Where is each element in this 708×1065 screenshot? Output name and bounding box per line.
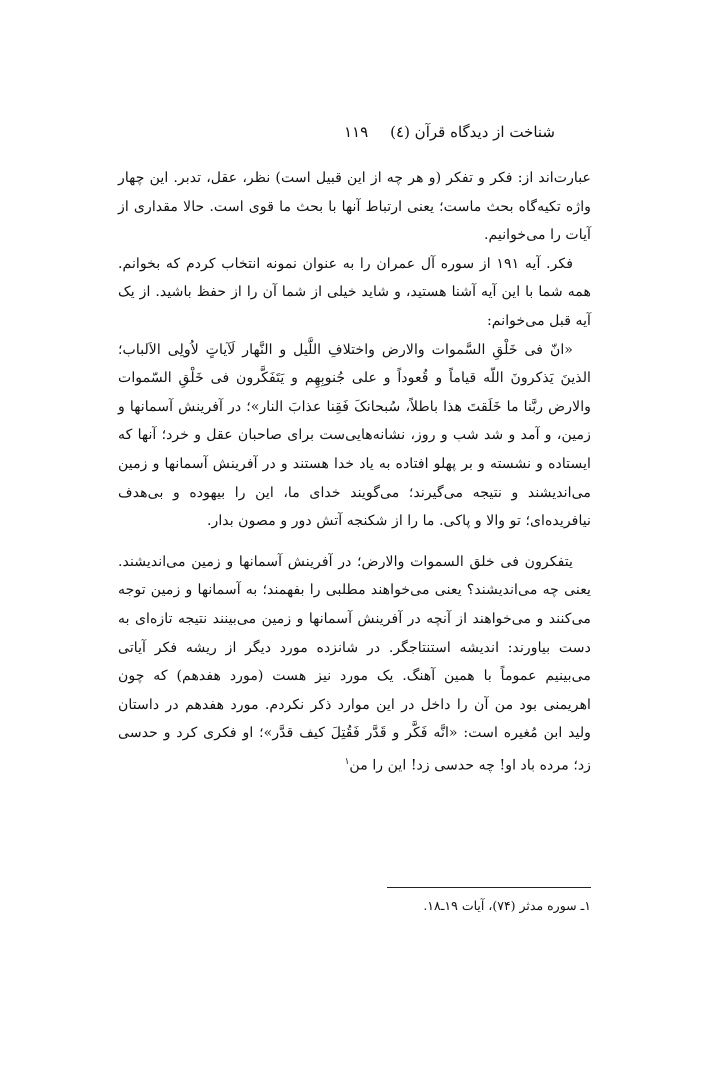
footnote-marker: ١ <box>344 756 350 767</box>
body-text <box>118 164 591 780</box>
footnote: ١ـ سوره مدثر (۷۴)، آیات ۱۹ـ۱۸. <box>423 898 591 913</box>
paragraph-1: عبارت‌اند از: فکر و تفکر (و هر چه از این قبیل است) نظر، عقل، تدبر. این چهار واژه تکیه‌گاه بحث ماست؛ یعنی ارتباط آنها با بحث ما قوی است. حالا مقداری از آیات را می‌خوانیم. <box>118 170 591 244</box>
paragraph-4 <box>118 548 591 780</box>
paragraph-4-text: یتفکرون فی خلق السموات والارض؛ در آفرینش آسمانها و زمین می‌اندیشند. یعنی چه می‌اندیشند؟ یعنی می‌خواهند مطلبی را بفهمند؛ به آسمانها و زمین توجه می‌کنند و می‌خواهند از آنچه در آفرینش آسمانها و زمین می‌بینند نتیجه تازه‌ای به دست بیاورند: اندیشه استنتاجگر. در شانزده مورد دیگر از ریشه فکر آیاتی می‌بینیم عموماً با همین آهنگ. یک مورد نیز هست (مورد هفدهم) که چون اهریمنی بود من آن را داخل در این موارد ذکر نکردم. مورد هفدهم در داستان ولید ابن مُغیره است: «انَّه فَکَّر و قَدَّر فَقُتِلَ کیف قدَّر»؛ او فکری کرد و حدسی زد؛ مرده باد او! چه حدسی زد! این را من <box>118 553 591 774</box>
paragraph-3-quran-verse: «انّ فی خَلْقِ السَّموات والارض واختلافِ اللَّیل و النَّهار لَآیاتٍ لاُولِی الاَلباب؛ الذینَ یَذکرونَ اللّه قیاماً و قُعوداً و علی جُنوبِهِم و یَتَفَکَّرون فی خَلْقِ السّموات والارض ربَّنا ما خَلَقتَ هذا باطلاً، سُبحانکَ فَقِنا عذابَ النار»؛ در آفرینش آسمانها و زمین، و آمد و شد شب و روز، نشانه‌هایی‌ست برای صاحبان عقل و خرد؛ آنها که ایستاده و نشسته و بر پهلو افتاده به یاد خدا هستند و در آفرینش آسمانها و زمین می‌اندیشند و نتیجه می‌گیرند؛ می‌گویند خدای ما، این را بیهوده و بی‌هدف نیافریده‌ای؛ تو والا و پاکی. ما را از شکنجه آتش دور و مصون بدار. <box>118 341 591 530</box>
footnote-divider <box>387 887 591 888</box>
paragraph-2: فکر. آیه ۱۹۱ از سوره آل عمران را به عنوان نمونه انتخاب کردم که بخوانم. همه شما با این آیه آشنا هستید، و شاید خیلی از شما آن را از حفظ باشید. از یک آیه قبل می‌خوانم: <box>118 255 591 329</box>
running-header <box>145 120 555 144</box>
page-number: ۱۱۹ <box>343 123 369 141</box>
chapter-title: شناخت از دیدگاه قرآن (٤) <box>390 123 555 141</box>
